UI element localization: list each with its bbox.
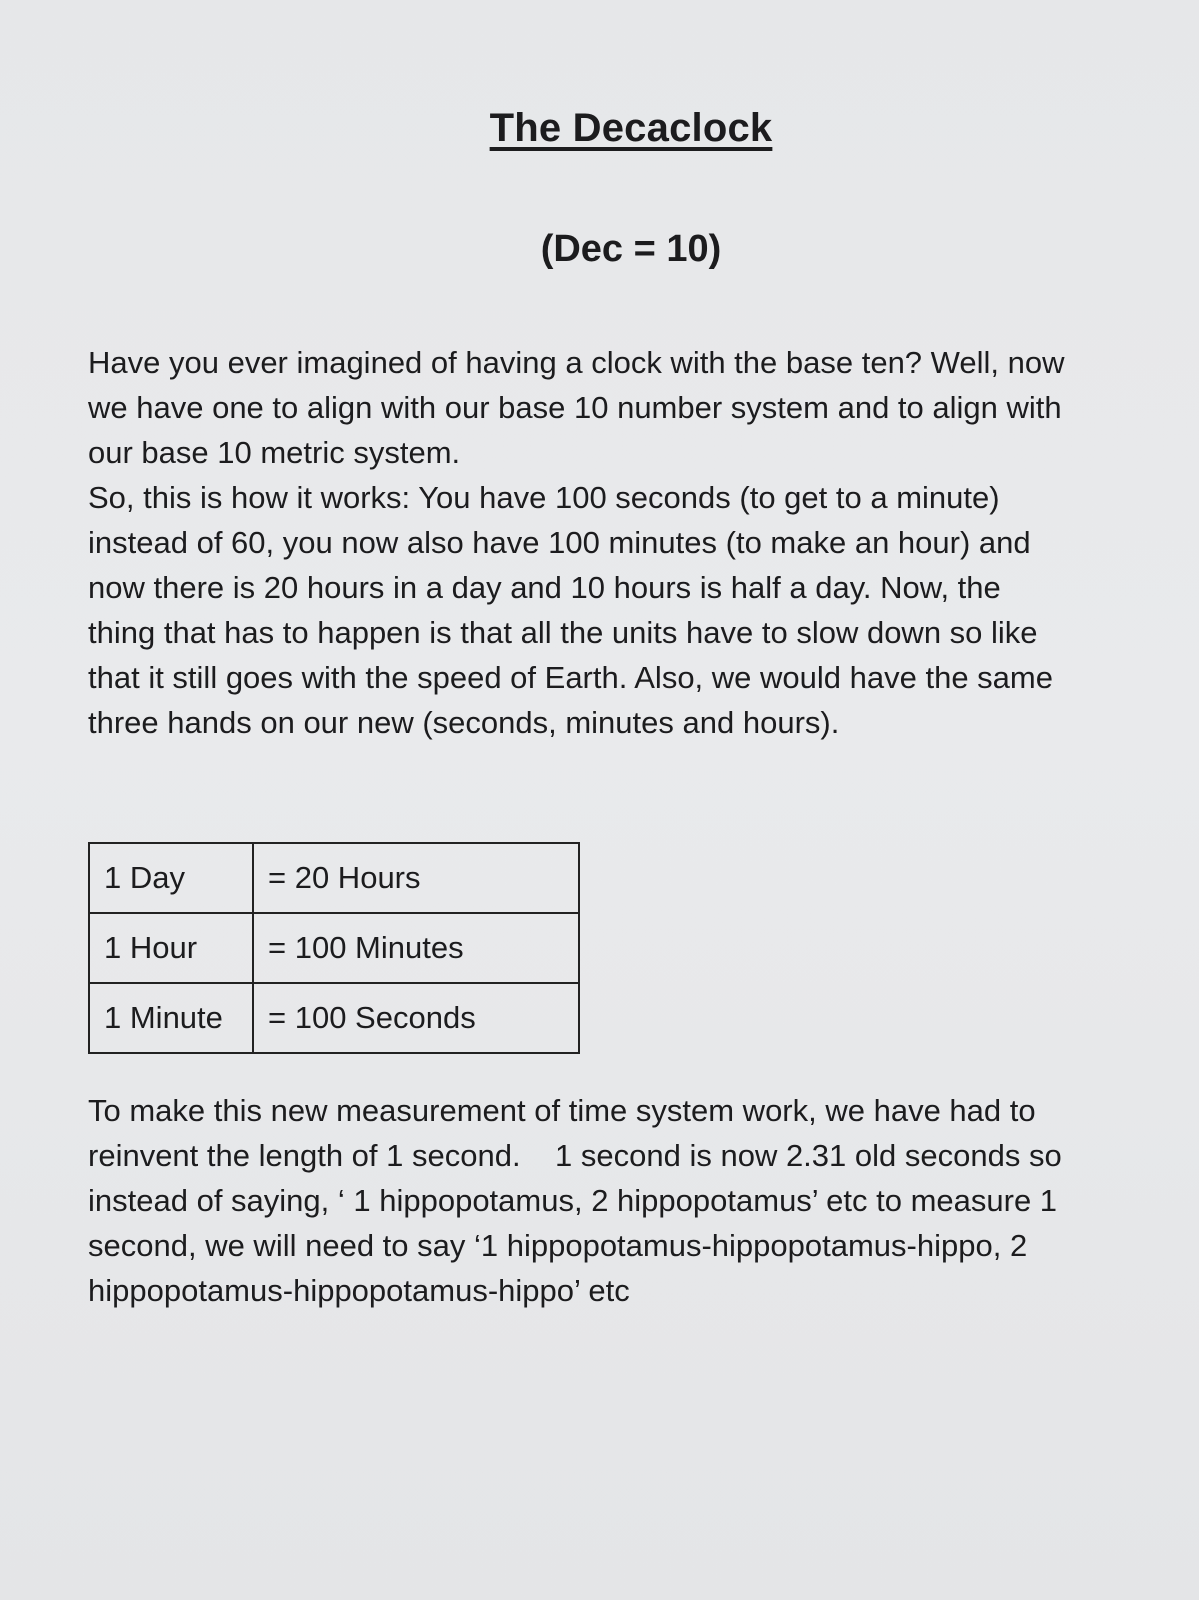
- table-row: [89, 983, 579, 1053]
- equals-cell: = 100 Seconds: [253, 983, 579, 1053]
- text-line: reinvent the length of 1 second. 1 second is now 2.31 old seconds so: [88, 1138, 1062, 1173]
- text-line: instead of saying, ‘ 1 hippopotamus, 2 hippopotamus’ etc to measure 1: [88, 1183, 1058, 1218]
- text-line: To make this new measurement of time system work, we have had to: [88, 1093, 1036, 1128]
- text-line: three hands on our new (seconds, minutes and hours).: [88, 705, 840, 740]
- equals-cell: = 20 Hours: [253, 843, 579, 913]
- document-subtitle: (Dec = 10): [540, 228, 722, 270]
- text-line: now there is 20 hours in a day and 10 hours is half a day. Now, the: [88, 570, 1001, 605]
- text-line: instead of 60, you now also have 100 minutes (to make an hour) and: [88, 525, 1031, 560]
- text-line: hippopotamus-hippopotamus-hippo’ etc: [88, 1273, 630, 1308]
- text-line: our base 10 metric system.: [88, 435, 461, 470]
- conversion-table: [88, 842, 580, 1054]
- text-line: Have you ever imagined of having a clock with the base ten? Well, now: [88, 345, 1065, 380]
- unit-cell: 1 Day: [89, 843, 253, 913]
- intro-paragraph: [88, 340, 1168, 745]
- closing-paragraph: [88, 1088, 1168, 1313]
- document-title: The Decaclock: [489, 106, 773, 150]
- equals-cell: = 100 Minutes: [253, 913, 579, 983]
- text-line: So, this is how it works: You have 100 seconds (to get to a minute): [88, 480, 1000, 515]
- table-row: [89, 843, 579, 913]
- unit-cell: 1 Minute: [89, 983, 253, 1053]
- text-line: that it still goes with the speed of Earth. Also, we would have the same: [88, 660, 1053, 695]
- text-line: second, we will need to say ‘1 hippopotamus-hippopotamus-hippo, 2: [88, 1228, 1028, 1263]
- text-line: we have one to align with our base 10 number system and to align with: [88, 390, 1062, 425]
- table-row: [89, 913, 579, 983]
- text-line: thing that has to happen is that all the units have to slow down so like: [88, 615, 1038, 650]
- unit-cell: 1 Hour: [89, 913, 253, 983]
